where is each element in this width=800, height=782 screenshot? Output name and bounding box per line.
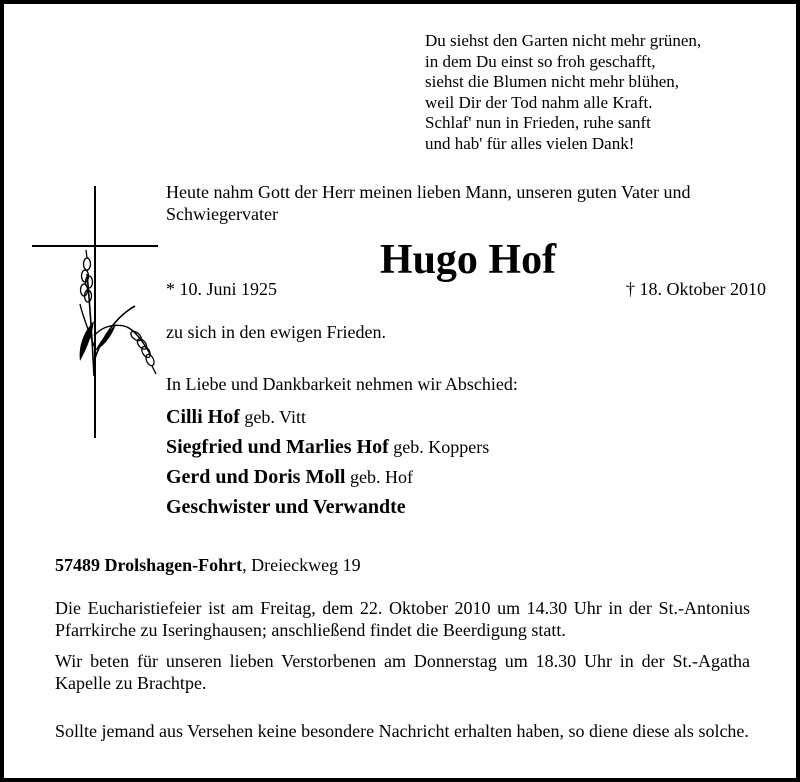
mourner-entry: [166, 432, 489, 462]
poem-line: Du siehst den Garten nicht mehr grünen,: [425, 31, 702, 50]
poem-line: in dem Du einst so froh geschafft,: [425, 51, 656, 71]
address: [55, 554, 361, 576]
farewell-text: In Liebe und Dankbarkeit nehmen wir Abschied:: [166, 374, 518, 394]
intro-line: Heute nahm Gott der Herr meinen lieben Mann, unseren guten Vater und: [166, 182, 691, 202]
deceased-name: Hugo Hof: [379, 237, 557, 283]
address-city: 57489 Drolshagen-Fohrt: [55, 555, 243, 575]
birth-date: * 10. Juni 1925: [166, 279, 278, 299]
mourners-list: [166, 402, 489, 522]
peace-text: zu sich in den ewigen Frieden.: [166, 322, 386, 342]
mourner-entry: [166, 402, 489, 432]
poem-line: Schlaf' nun in Frieden, ruhe sanft: [425, 113, 651, 132]
mass-paragraph: Die Eucharistiefeier ist am Freitag, dem 22. Oktober 2010 um 14.30 Uhr in der St.-Antonius Pfarrkirche zu Iseringhausen; anschließend findet die Beerdigung statt.: [55, 598, 750, 640]
intro-text: [166, 181, 691, 225]
notice-paragraph: Sollte jemand aus Versehen keine besondere Nachricht erhalten haben, so diene diese als solche.: [55, 721, 749, 741]
mourner-suffix: geb. Koppers: [388, 437, 490, 457]
intro-line: Schwiegervater: [166, 204, 278, 224]
poem-line: weil Dir der Tod nahm alle Kraft.: [425, 92, 653, 112]
mourner-suffix: geb. Hof: [345, 467, 413, 487]
poem: [425, 31, 701, 154]
cross-with-wheat-icon: [32, 186, 162, 441]
mourner-name: Siegfried und Marlies Hof: [166, 436, 389, 458]
poem-line: siehst die Blumen nicht mehr blühen,: [425, 72, 680, 91]
death-date: † 18. Oktober 2010: [626, 279, 766, 299]
mourner-entry: [166, 462, 489, 492]
address-street: , Dreieckweg 19: [242, 555, 361, 575]
mourner-name: Cilli Hof: [166, 406, 240, 428]
mourner-name: Geschwister und Verwandte: [166, 496, 406, 518]
mourner-entry: [166, 492, 489, 522]
poem-line: und hab' für alles vielen Dank!: [425, 133, 635, 153]
prayer-paragraph: Wir beten für unseren lieben Verstorbenen am Donnerstag um 18.30 Uhr in der St.-Agatha Kapelle zu Brachtpe.: [55, 651, 750, 693]
mourner-name: Gerd und Doris Moll: [166, 466, 346, 488]
mourner-suffix: geb. Vitt: [239, 407, 306, 427]
